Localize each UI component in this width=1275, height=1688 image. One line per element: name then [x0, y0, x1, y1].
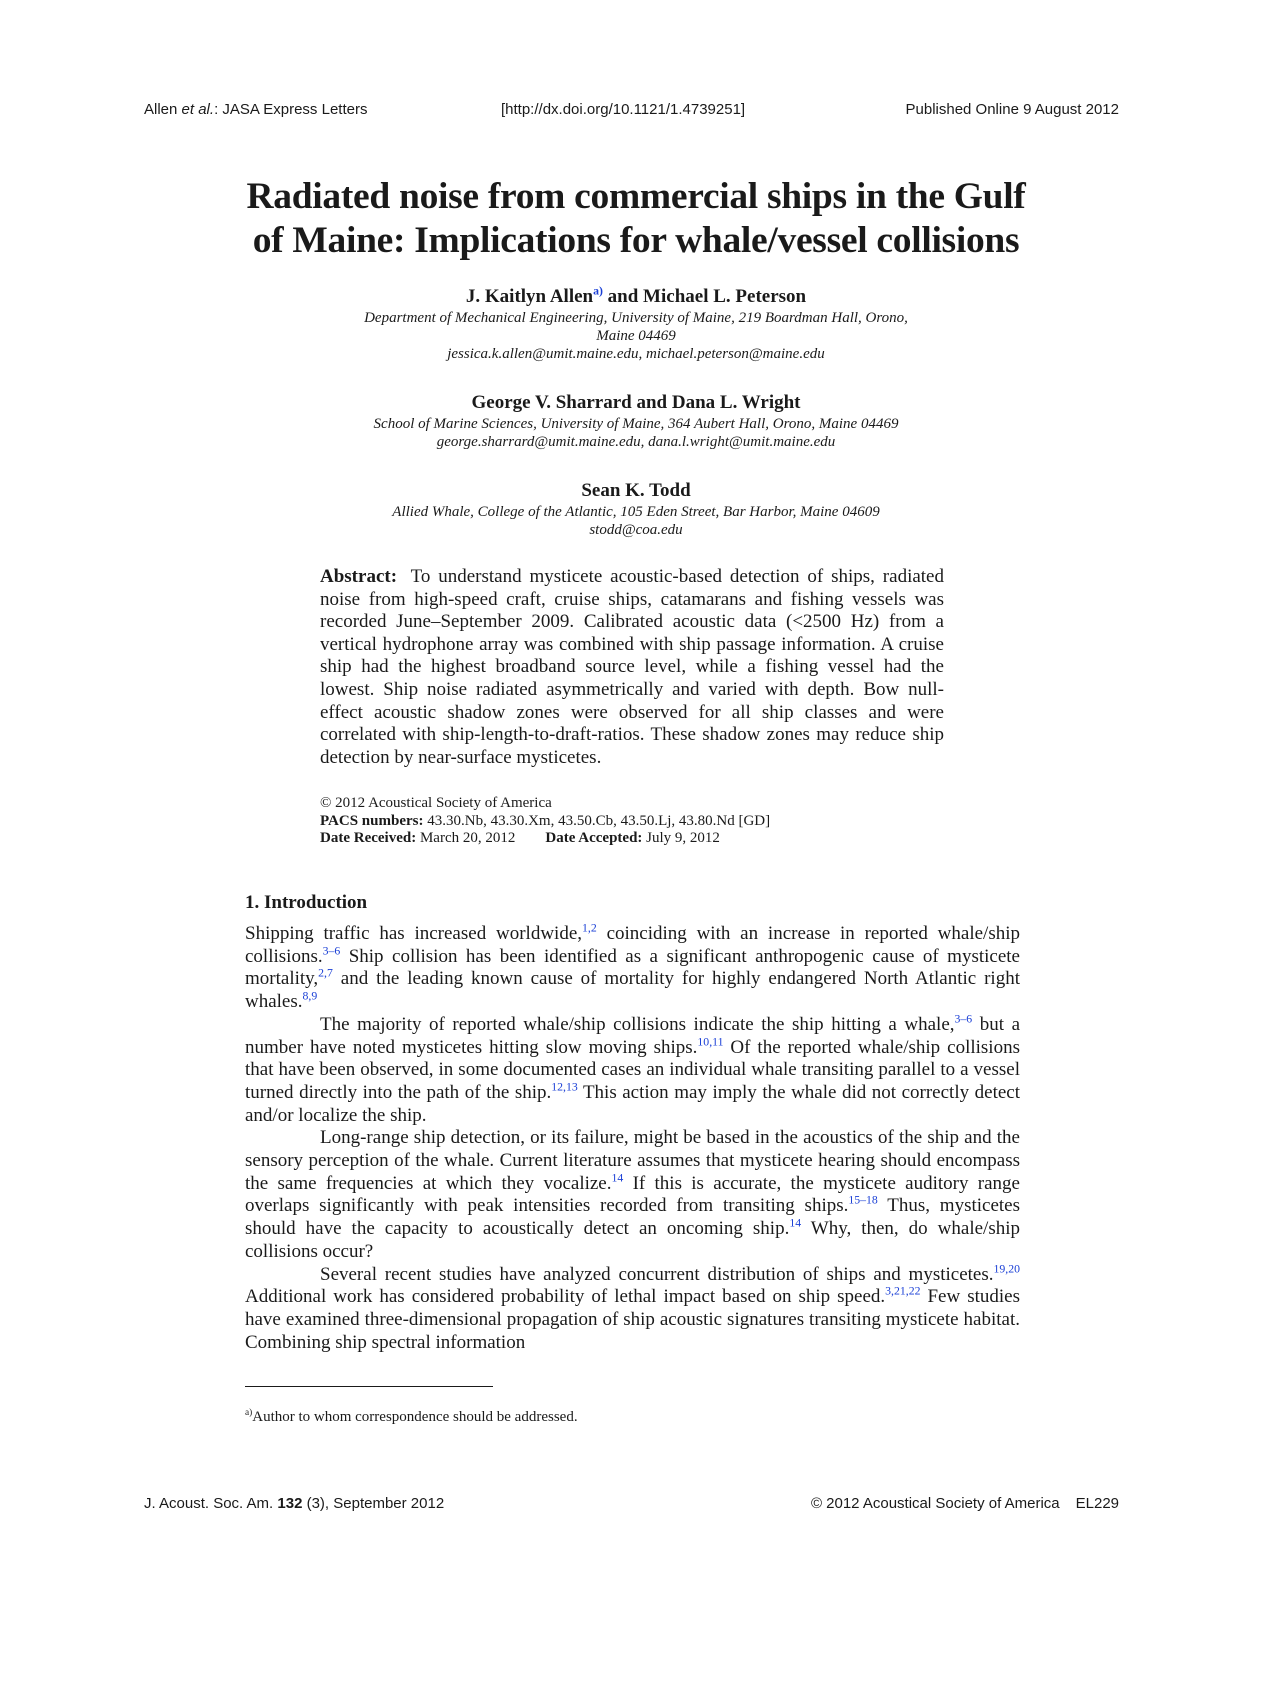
- title-line-1: Radiated noise from commercial ships in the Gulf: [246, 176, 1026, 217]
- article-meta: [320, 795, 770, 848]
- citation-link[interactable]: 3–6: [954, 1012, 973, 1026]
- pacs-label: PACS numbers:: [320, 812, 424, 829]
- text-run: The majority of reported whale/ship collisions indicate the ship hitting a whale,: [320, 1013, 955, 1035]
- author-block-3: [300, 479, 972, 539]
- text-run: This action may imply the whale did not correctly detect and/or localize the ship.: [245, 1081, 1021, 1126]
- citation-link[interactable]: 14: [611, 1171, 624, 1185]
- title-line-2: of Maine: Implications for whale/vessel collisions: [252, 220, 1020, 261]
- paper-title: [200, 175, 1072, 263]
- author-names: George V. Sharrard and Dana L. Wright: [471, 392, 801, 413]
- text-run: Long-range ship detection, or its failure, might be based in the acoustics of the ship and the sensory perception of the whale. Current literature assumes that mysticete hearing should encompass the same frequencies at which they vocalize.: [245, 1127, 1020, 1194]
- citation-link[interactable]: 15–18: [848, 1194, 878, 1208]
- text-run: Several recent studies have analyzed concurrent distribution of ships and mysticetes.: [320, 1263, 994, 1285]
- text-run: Why, then, do whale/ship collisions occur?: [245, 1218, 1021, 1262]
- paragraph-3: [245, 1127, 1020, 1263]
- footer-page-number: EL229: [1075, 1495, 1119, 1512]
- text-run: coinciding with an increase in reported whale/ship collisions.: [245, 923, 1021, 967]
- paragraph-4: [245, 1264, 1020, 1355]
- paragraph-2: [245, 1014, 1020, 1128]
- footnote-mark: a): [245, 1408, 253, 1418]
- footnote: [245, 1409, 578, 1426]
- text-run: Thus, mysticetes should have the capacity to acoustically detect an oncoming ship.: [245, 1195, 1021, 1240]
- text-run: Of the reported whale/ship collisions that have been observed, in some documented cases an individual whale transiting parallel to a vessel turned directly into the path of the ship.: [245, 1036, 1020, 1103]
- author-emails: jessica.k.allen@umit.maine.edu, michael.peterson@maine.edu: [447, 346, 825, 362]
- received-value: March 20, 2012: [419, 830, 516, 846]
- author-names: [300, 285, 972, 309]
- footer-copyright: © 2012 Acoustical Society of America: [810, 1495, 1060, 1512]
- pacs-value: 43.30.Nb, 43.30.Xm, 43.50.Cb, 43.50.Lj, 43.80.Nd [GD]: [427, 812, 771, 829]
- body-text: [245, 923, 1020, 1354]
- abstract: [320, 566, 944, 769]
- footnote-divider: [245, 1386, 493, 1387]
- pacs-line: [320, 813, 770, 831]
- text-run: If this is accurate, the mysticete auditory range overlaps significantly with peak intensities recorded from transiting ships.: [245, 1172, 1020, 1217]
- citation-link[interactable]: 1,2: [582, 921, 597, 935]
- footer-journal: J. Acoust. Soc. Am.: [144, 1495, 278, 1512]
- footnote-text: Author to whom correspondence should be addressed.: [252, 1409, 578, 1425]
- running-footer-left: [144, 1495, 444, 1512]
- running-header-left: [144, 101, 367, 118]
- text-run: and the leading known cause of mortality for highly endangered North Atlantic right whales.: [245, 968, 1020, 1013]
- affiliation: School of Marine Sciences, University of Maine, 364 Aubert Hall, Orono, Maine 04469: [373, 416, 899, 432]
- text-run: Shipping traffic has increased worldwide,: [245, 923, 583, 944]
- affiliation: Allied Whale, College of the Atlantic, 105 Eden Street, Bar Harbor, Maine 04609: [392, 504, 880, 520]
- citation-link[interactable]: 19,20: [993, 1262, 1020, 1276]
- citation-link[interactable]: 14: [789, 1216, 802, 1230]
- accepted-label: Date Accepted:: [545, 830, 643, 846]
- affiliation-line-1: Department of Mechanical Engineering, University of Maine, 219 Boardman Hall, Orono,: [364, 310, 908, 326]
- text-run: Additional work has considered probability of lethal impact based on ship speed.: [245, 1286, 886, 1308]
- abstract-label: Abstract:: [320, 566, 398, 587]
- copyright-line: © 2012 Acoustical Society of America: [320, 795, 552, 811]
- citation-link[interactable]: 3–6: [322, 944, 341, 958]
- text-run: Ship collision has been identified as a significant anthropogenic cause of mysticete mortality,: [245, 945, 1020, 990]
- footer-issue-date: (3), September 2012: [302, 1495, 445, 1512]
- received-label: Date Received:: [320, 830, 417, 846]
- text-run: Few studies have examined three-dimensional propagation of ship acoustic signatures transiting mysticete habitat. Combining ship spectral information: [245, 1286, 1020, 1353]
- running-footer-right: [811, 1495, 1119, 1512]
- citation-link[interactable]: 8,9: [302, 989, 318, 1003]
- author-emails: george.sharrard@umit.maine.edu, dana.l.wright@umit.maine.edu: [436, 434, 836, 450]
- author-block-1: [300, 285, 972, 363]
- header-etal: et al.: [181, 101, 215, 118]
- citation-link[interactable]: 10,11: [697, 1035, 724, 1049]
- author-name-allen: J. Kaitlyn Allen: [465, 286, 594, 307]
- citation-link[interactable]: 12,13: [551, 1080, 578, 1094]
- footer-volume: 132: [277, 1495, 303, 1512]
- paragraph-1: [245, 923, 1020, 1014]
- affiliation-line-2: Maine 04469: [596, 328, 676, 344]
- header-published-date: Published Online 9 August 2012: [905, 101, 1119, 118]
- citation-link[interactable]: 2,7: [318, 967, 333, 981]
- header-doi[interactable]: [http://dx.doi.org/10.1121/1.4739251]: [501, 101, 746, 118]
- header-journal: : JASA Express Letters: [214, 101, 368, 118]
- author-block-2: [300, 391, 972, 451]
- author-name-peterson: and Michael L. Peterson: [602, 286, 807, 307]
- citation-link[interactable]: 3,21,22: [885, 1284, 921, 1298]
- section-heading: 1. Introduction: [245, 892, 368, 913]
- author-emails: stodd@coa.edu: [589, 522, 683, 538]
- footnote-mark-link[interactable]: a): [593, 284, 603, 298]
- text-run: but a number have noted mysticetes hitting slow moving ships.: [245, 1013, 1020, 1058]
- abstract-text: To understand mysticete acoustic-based detection of ships, radiated noise from high-speed craft, cruise ships, catamarans and fishing vessels was recorded June–September 2009. Calibrated acoustic data (<2500 Hz) from a vertical hydrophone array was combined with ship passage information. A cruise ship had the highest broadband source level, while a fishing vessel had the lowest. Ship noise radiated asymmetrically and varied with depth. Bow null-effect acoustic shadow zones were observed for all ship classes and were correlated with ship-length-to-draft-ratios. These shadow zones may reduce ship detection by near-surface mysticetes.: [320, 566, 944, 768]
- accepted-value: July 9, 2012: [646, 830, 720, 846]
- dates-line: [320, 830, 770, 848]
- author-names: Sean K. Todd: [581, 480, 691, 501]
- header-author: Allen: [144, 101, 182, 118]
